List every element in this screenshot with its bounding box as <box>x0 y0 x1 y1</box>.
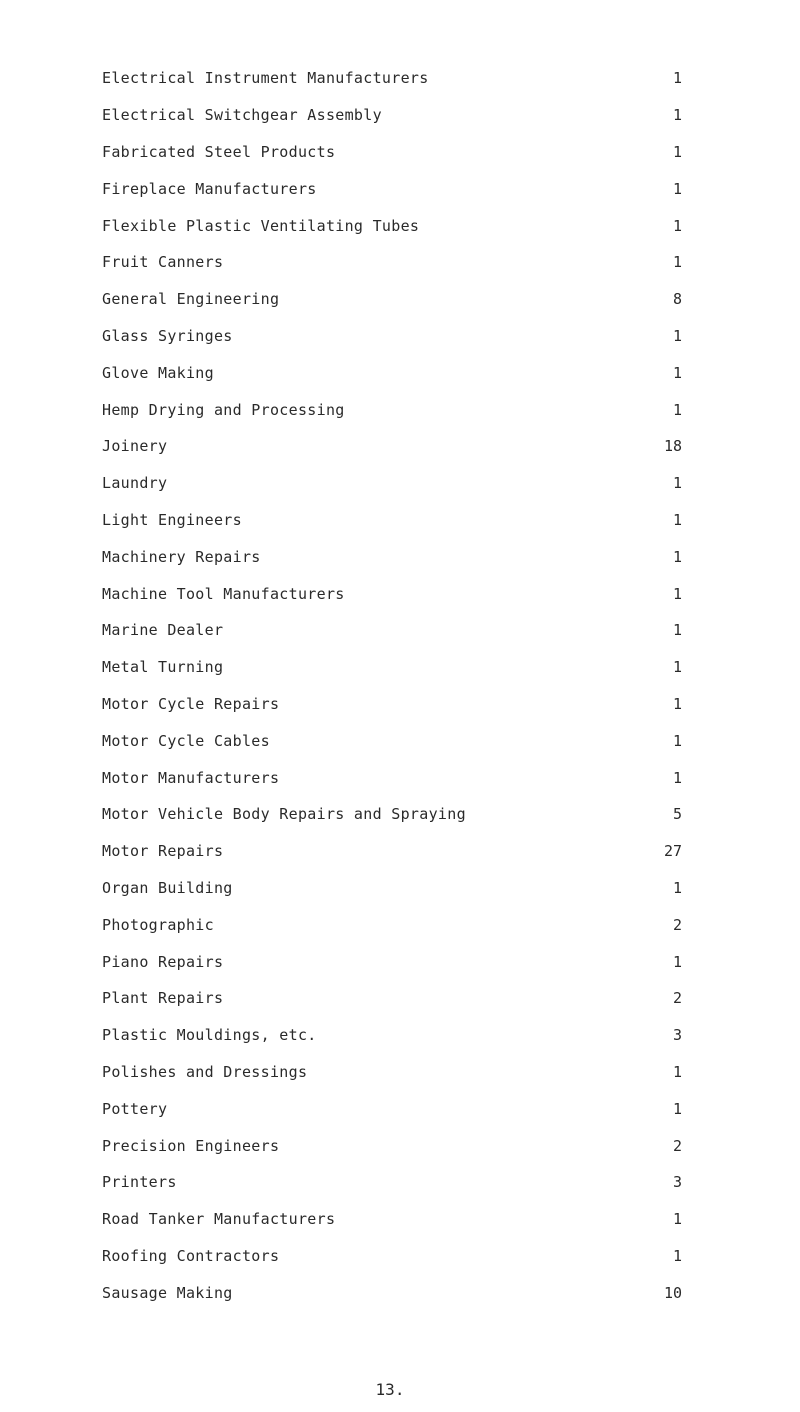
trade-count: 1 <box>672 142 682 161</box>
list-item <box>102 465 682 502</box>
trade-count: 1 <box>672 1099 682 1118</box>
list-item <box>102 391 682 428</box>
trade-count: 10 <box>663 1283 682 1302</box>
trade-name: Light Engineers <box>102 510 242 529</box>
trade-count: 1 <box>672 768 682 787</box>
list-item <box>102 796 682 833</box>
list-item <box>102 134 682 171</box>
trade-name: Precision Engineers <box>102 1136 280 1155</box>
trade-count: 18 <box>663 437 682 456</box>
list-item <box>102 759 682 796</box>
list-item <box>102 428 682 465</box>
list-item <box>102 1201 682 1238</box>
trade-count: 1 <box>672 878 682 897</box>
trade-name: Laundry <box>102 474 168 493</box>
trade-name: Fabricated Steel Products <box>102 142 336 161</box>
list-item <box>102 943 682 980</box>
trade-count: 1 <box>672 69 682 88</box>
trade-name: Metal Turning <box>102 658 224 677</box>
list-item <box>102 538 682 575</box>
trade-count: 1 <box>672 547 682 566</box>
list-item <box>102 980 682 1017</box>
trade-count: 1 <box>672 1062 682 1081</box>
list-item <box>102 97 682 134</box>
trade-count: 3 <box>672 1026 682 1045</box>
trade-count: 1 <box>672 363 682 382</box>
page-number: 13. <box>375 1380 405 1399</box>
list-item <box>102 686 682 723</box>
trade-name: Fruit Canners <box>102 253 224 272</box>
trade-name: Printers <box>102 1173 177 1192</box>
list-item <box>102 1090 682 1127</box>
trade-count: 1 <box>672 326 682 345</box>
trade-count: 2 <box>672 1136 682 1155</box>
trade-name: Motor Repairs <box>102 842 224 861</box>
list-item <box>102 833 682 870</box>
trade-count: 1 <box>672 1210 682 1229</box>
trade-count: 1 <box>672 731 682 750</box>
trade-name: Plant Repairs <box>102 989 224 1008</box>
trade-name: Electrical Switchgear Assembly <box>102 106 382 125</box>
trade-count: 1 <box>672 106 682 125</box>
list-item <box>102 722 682 759</box>
list-item <box>102 318 682 355</box>
list-item <box>102 1238 682 1275</box>
trade-count: 1 <box>672 621 682 640</box>
list-item <box>102 502 682 539</box>
trade-name: Piano Repairs <box>102 952 224 971</box>
trade-name: Pottery <box>102 1099 168 1118</box>
list-item <box>102 1274 682 1311</box>
list-item <box>102 281 682 318</box>
trade-count: 1 <box>672 474 682 493</box>
list-item <box>102 612 682 649</box>
trade-name: Motor Manufacturers <box>102 768 280 787</box>
list-item <box>102 354 682 391</box>
list-item <box>102 1127 682 1164</box>
list-item <box>102 207 682 244</box>
trade-name: Motor Cycle Repairs <box>102 694 280 713</box>
trade-name: Machinery Repairs <box>102 547 261 566</box>
list-item <box>102 1164 682 1201</box>
list-item <box>102 244 682 281</box>
trade-count: 1 <box>672 584 682 603</box>
trade-count: 1 <box>672 179 682 198</box>
trade-count: 5 <box>672 805 682 824</box>
trade-name: Electrical Instrument Manufacturers <box>102 69 429 88</box>
trade-count: 1 <box>672 216 682 235</box>
trade-count: 27 <box>663 842 682 861</box>
trade-count: 2 <box>672 915 682 934</box>
trade-name: General Engineering <box>102 290 280 309</box>
trade-list <box>102 60 682 1311</box>
list-item <box>102 870 682 907</box>
trade-count: 1 <box>672 1246 682 1265</box>
list-item <box>102 60 682 97</box>
list-item <box>102 906 682 943</box>
trade-count: 1 <box>672 400 682 419</box>
trade-name: Motor Vehicle Body Repairs and Spraying <box>102 805 466 824</box>
list-item <box>102 649 682 686</box>
list-item <box>102 575 682 612</box>
trade-count: 8 <box>672 290 682 309</box>
trade-name: Glass Syringes <box>102 326 233 345</box>
trade-name: Hemp Drying and Processing <box>102 400 345 419</box>
trade-name: Fireplace Manufacturers <box>102 179 317 198</box>
trade-name: Glove Making <box>102 363 214 382</box>
trade-count: 1 <box>672 510 682 529</box>
trade-count: 1 <box>672 694 682 713</box>
trade-name: Roofing Contractors <box>102 1246 280 1265</box>
trade-name: Joinery <box>102 437 168 456</box>
trade-count: 1 <box>672 658 682 677</box>
trade-count: 2 <box>672 989 682 1008</box>
trade-name: Road Tanker Manufacturers <box>102 1210 336 1229</box>
trade-name: Plastic Mouldings, etc. <box>102 1026 317 1045</box>
trade-name: Sausage Making <box>102 1283 233 1302</box>
trade-name: Photographic <box>102 915 214 934</box>
trade-name: Marine Dealer <box>102 621 224 640</box>
trade-count: 1 <box>672 952 682 971</box>
trade-count: 3 <box>672 1173 682 1192</box>
trade-name: Organ Building <box>102 878 233 897</box>
trade-count: 1 <box>672 253 682 272</box>
list-item <box>102 1017 682 1054</box>
list-item <box>102 170 682 207</box>
trade-name: Polishes and Dressings <box>102 1062 308 1081</box>
trade-name: Motor Cycle Cables <box>102 731 270 750</box>
trade-name: Flexible Plastic Ventilating Tubes <box>102 216 420 235</box>
list-item <box>102 1054 682 1091</box>
trade-name: Machine Tool Manufacturers <box>102 584 345 603</box>
